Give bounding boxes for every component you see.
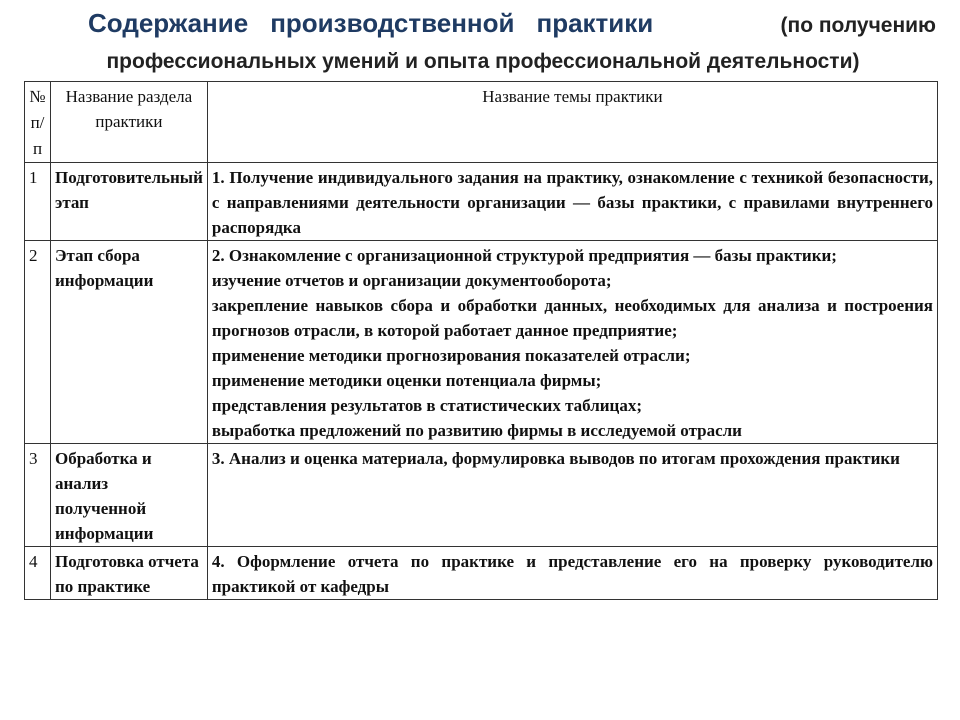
title-word-3: практики: [536, 8, 654, 38]
title-main: [88, 8, 653, 39]
topic-item: 3. Анализ и оценка материала, формулировка выводов по итогам прохождения практики: [211, 449, 900, 468]
title-line-2: профессиональных умений и опыта профессиональной деятельности): [106, 50, 860, 73]
topic-item: представления результатов в статистических таблицах;: [211, 396, 642, 415]
table-row: [25, 547, 938, 600]
row-topic-list: [207, 163, 937, 241]
row-section-name: Подготовка отчета по практике: [51, 547, 208, 600]
row-number: 3: [25, 444, 51, 547]
topic-item: 1. Получение индивидуального задания на практику, ознакомление с техникой безопасности, с направлениями деятельности организации — базы практики, с правилами внутреннего распорядка: [211, 168, 933, 237]
topic-item: применение методики оценки потенциала фирмы;: [211, 371, 602, 390]
row-section-name: Этап сбора информации: [51, 241, 208, 444]
title-word-2: производственной: [270, 8, 515, 38]
row-number: 2: [25, 241, 51, 444]
topic-item: 2. Ознакомление с организационной структурой предприятия — базы практики;: [211, 246, 837, 265]
row-number: 4: [25, 547, 51, 600]
practice-table: [24, 81, 938, 600]
row-topic-list: [207, 444, 937, 547]
header-section: Название раздела практики: [51, 82, 208, 163]
topic-item: изучение отчетов и организации документооборота;: [211, 271, 612, 290]
title-word-1: Содержание: [88, 8, 249, 38]
page-title: [30, 8, 936, 74]
table-row: [25, 163, 938, 241]
table-body: [25, 163, 938, 600]
title-parenthetical: (по получению: [780, 14, 936, 37]
row-number: 1: [25, 163, 51, 241]
header-topic: Название темы практики: [207, 82, 937, 163]
topic-item: применение методики прогнозирования показателей отрасли;: [211, 346, 691, 365]
row-section-name: Подготовительный этап: [51, 163, 208, 241]
row-topic-list: [207, 547, 937, 600]
topic-item: закрепление навыков сбора и обработки данных, необходимых для анализа и построения прогнозов отрасли, в которой работает данное предприятие;: [211, 296, 933, 340]
table-row: [25, 241, 938, 444]
row-section-name: Обработка и анализ полученной информации: [51, 444, 208, 547]
table-row: [25, 444, 938, 547]
row-topic-list: [207, 241, 937, 444]
table-header-row: [25, 82, 938, 163]
topic-item: выработка предложений по развитию фирмы в исследуемой отрасли: [211, 421, 742, 440]
title-line-1: [30, 8, 936, 48]
topic-item: 4. Оформление отчета по практике и представление его на проверку руководителю практикой от кафедры: [211, 552, 933, 596]
header-num: № п/ п: [25, 82, 51, 163]
